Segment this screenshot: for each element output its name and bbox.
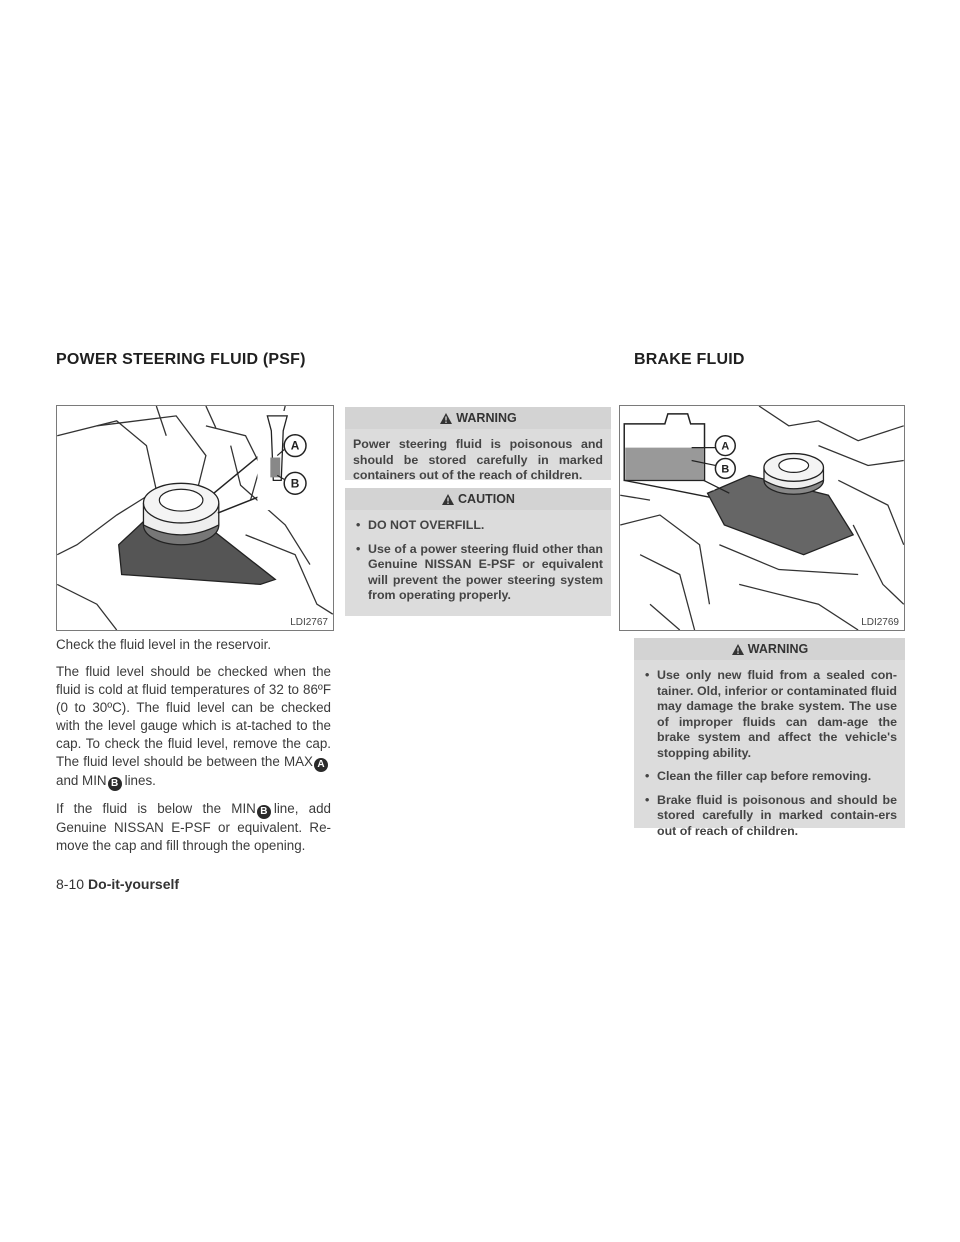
brake-reservoir-drawing	[620, 406, 904, 630]
psf-warning-box	[345, 407, 611, 480]
psf-body-text	[56, 636, 331, 864]
brake-warning-item: • Brake fluid is poisonous and should be stored carefully in marked contain-ers out of reach of children.	[642, 793, 897, 840]
brake-warning-box	[634, 638, 905, 838]
brake-figure-label-a: A	[721, 440, 730, 453]
psf-reservoir-drawing	[57, 406, 333, 630]
warning-triangle-icon	[439, 412, 453, 425]
psf-caution-item: • DO NOT OVERFILL.	[353, 518, 603, 534]
psf-reservoir-illustration	[56, 405, 334, 631]
psf-caution-header: CAUTION	[345, 488, 611, 510]
psf-figure-code: LDI2767	[290, 617, 328, 628]
marker-a-icon: A	[314, 758, 328, 772]
page-footer	[56, 876, 179, 892]
psf-figure-label-a: A	[290, 438, 300, 453]
psf-warning-text: Power steering fluid is poisonous and should be stored carefully in marked containers out of the reach of children.	[353, 437, 603, 482]
marker-b-icon: B	[108, 777, 122, 791]
psf-paragraph-1: Check the fluid level in the reservoir.	[56, 637, 272, 652]
page-number: 8-10	[56, 876, 85, 892]
brake-warning-item: • Clean the filler cap before removing.	[642, 769, 897, 785]
psf-paragraph-3: If the fluid is below the MIN B line, add Genuine NISSAN E-PSF or equivalent. Re-move the cap and fill through the opening.	[56, 801, 331, 853]
brake-warning-header: WARNING	[634, 638, 905, 660]
brake-figure-code: LDI2769	[861, 617, 899, 628]
psf-heading: POWER STEERING FLUID (PSF)	[56, 351, 306, 368]
psf-caution-list	[353, 518, 603, 604]
brake-warning-list	[642, 668, 897, 839]
brake-fluid-heading: BRAKE FLUID	[634, 351, 745, 368]
caution-triangle-icon	[441, 493, 455, 506]
psf-warning-header: WARNING	[345, 407, 611, 429]
section-name: Do-it-yourself	[88, 876, 180, 892]
psf-caution-box	[345, 488, 611, 616]
brake-figure-label-b: B	[721, 463, 730, 476]
psf-paragraph-2: The fluid level should be checked when the fluid is cold at fluid temperatures of 32 to 86ºF (0 to 30ºC). The fluid level can be checked with the level gauge which is at-tached to the cap. To check the fluid level, remove the cap. The fluid level should be between the MAX Aand MIN B lines.	[56, 664, 331, 789]
brake-reservoir-illustration	[619, 405, 905, 631]
brake-warning-item: • Use only new fluid from a sealed con-tainer. Old, inferior or contaminated fluid may damage the brake system. The use of improper fluids can dam-age the brake system and affect the vehicle's stopping ability.	[642, 668, 897, 761]
warning-triangle-icon	[731, 643, 745, 656]
psf-figure-label-b: B	[290, 476, 300, 491]
marker-b-icon: B	[257, 805, 271, 819]
psf-caution-item: • Use of a power steering fluid other than Genuine NISSAN E-PSF or equivalent will prevent the power steering system from operating properly.	[353, 542, 603, 604]
